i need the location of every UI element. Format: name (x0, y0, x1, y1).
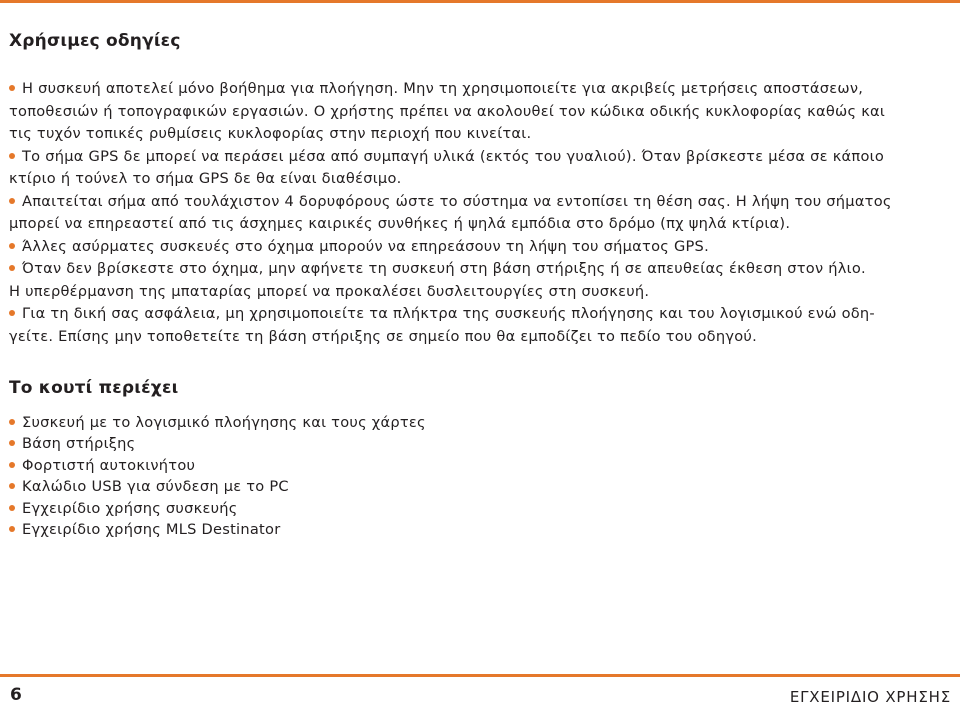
tip-line (9, 78, 957, 101)
box-item (9, 519, 957, 540)
tip-item (9, 146, 957, 191)
tip-line (9, 258, 957, 281)
bullet-icon (9, 483, 15, 489)
page-number: 6 (10, 685, 22, 705)
bullet-icon (9, 440, 15, 446)
box-item (9, 455, 957, 476)
tip-line (9, 191, 957, 214)
tip-line: μπορεί να επηρεαστεί από τις άσχημες καιρικές συνθήκες ή ψηλά εμπόδια στο δρόμο (πχ ψηλά κτίρια). (9, 215, 791, 232)
tip-text: Όταν δεν βρίσκεστε στο όχημα, μην αφήνετε τη συσκευή στη βάση στήριξης ή σε απευθείας έκθεση στον ήλιο. (22, 260, 866, 277)
tip-line (9, 303, 957, 326)
box-item-text: Βάση στήριξης (22, 435, 136, 453)
section-title-useful-tips: Χρήσιμες οδηγίες (9, 31, 181, 51)
box-item (9, 498, 957, 519)
bullet-icon (9, 505, 15, 511)
tip-line: Η υπερθέρμανση της μπαταρίας μπορεί να προκαλέσει δυσλειτουργίες στη συσκευή. (9, 282, 650, 300)
tip-line (9, 146, 957, 169)
bullet-icon (9, 462, 15, 468)
bullet-icon (9, 526, 15, 532)
useful-tips-list (9, 78, 957, 348)
tip-line (9, 236, 957, 259)
bullet-icon (9, 198, 15, 204)
bullet-icon (9, 419, 15, 425)
box-item-text: Εγχειρίδιο χρήσης συσκευής (22, 499, 238, 517)
tip-text: Η συσκευή αποτελεί μόνο βοήθημα για πλοήγηση. Μην τη χρησιμοποιείτε για ακριβείς μετρήσεις αποστάσεων, (22, 80, 864, 97)
box-item-text: Καλώδιο USB για σύνδεση με το PC (22, 478, 289, 496)
box-contents-list (9, 412, 957, 540)
tip-item (9, 236, 957, 259)
tip-text: Το σήμα GPS δε μπορεί να περάσει μέσα από συμπαγή υλικά (εκτός του γυαλιού). Όταν βρίσκεστε μέσα σε κάποιο (22, 147, 884, 165)
bullet-icon (9, 310, 15, 316)
box-item-text: Φορτιστή αυτοκινήτου (22, 456, 196, 474)
box-item-text: Συσκευή με το λογισμικό πλοήγησης και τους χάρτες (22, 414, 426, 431)
tip-text: Απαιτείται σήμα από τουλάχιστον 4 δορυφόρους ώστε το σύστημα να εντοπίσει τη θέση σας. Η λήψη του σήματος (22, 192, 892, 210)
tip-text: Άλλες ασύρματες συσκευές στο όχημα μπορούν να επηρεάσουν τη λήψη του σήματος GPS. (22, 237, 709, 255)
box-item (9, 412, 957, 433)
tip-item (9, 303, 957, 348)
top-rule (0, 0, 960, 3)
box-item (9, 433, 957, 454)
bullet-icon (9, 85, 15, 91)
section-title-box-contents: Το κουτί περιέχει (9, 378, 179, 398)
tip-line: τοποθεσιών ή τοπογραφικών εργασιών. Ο χρήστης πρέπει να ακολουθεί τον κώδικα οδικής κυκλοφορίας καθώς και (9, 102, 886, 120)
tip-item (9, 78, 957, 146)
manual-title: ΕΓΧΕΙΡΙΔΙΟ ΧΡΗΣΗΣ (789, 688, 951, 706)
bottom-rule (0, 674, 960, 677)
box-item-text: Εγχειρίδιο χρήσης MLS Destinator (22, 521, 281, 539)
tip-line: γείτε. Επίσης μην τοποθετείτε τη βάση στήριξης σε σημείο που θα εμποδίζει το πεδίο του οδηγού. (9, 327, 757, 345)
bullet-icon (9, 265, 15, 271)
tip-item (9, 258, 957, 303)
bullet-icon (9, 153, 15, 159)
tip-line: κτίριο ή τούνελ το σήμα GPS δε θα είναι διαθέσιμο. (9, 170, 402, 187)
tip-text: Για τη δική σας ασφάλεια, μη χρησιμοποιείτε τα πλήκτρα της συσκευής πλοήγησης και του λογισμικού ενώ οδη- (22, 305, 875, 322)
box-item (9, 476, 957, 497)
bullet-icon (9, 243, 15, 249)
tip-line: τις τυχόν τοπικές ρυθμίσεις κυκλοφορίας στην περιοχή που κινείται. (9, 125, 532, 142)
tip-item (9, 191, 957, 236)
